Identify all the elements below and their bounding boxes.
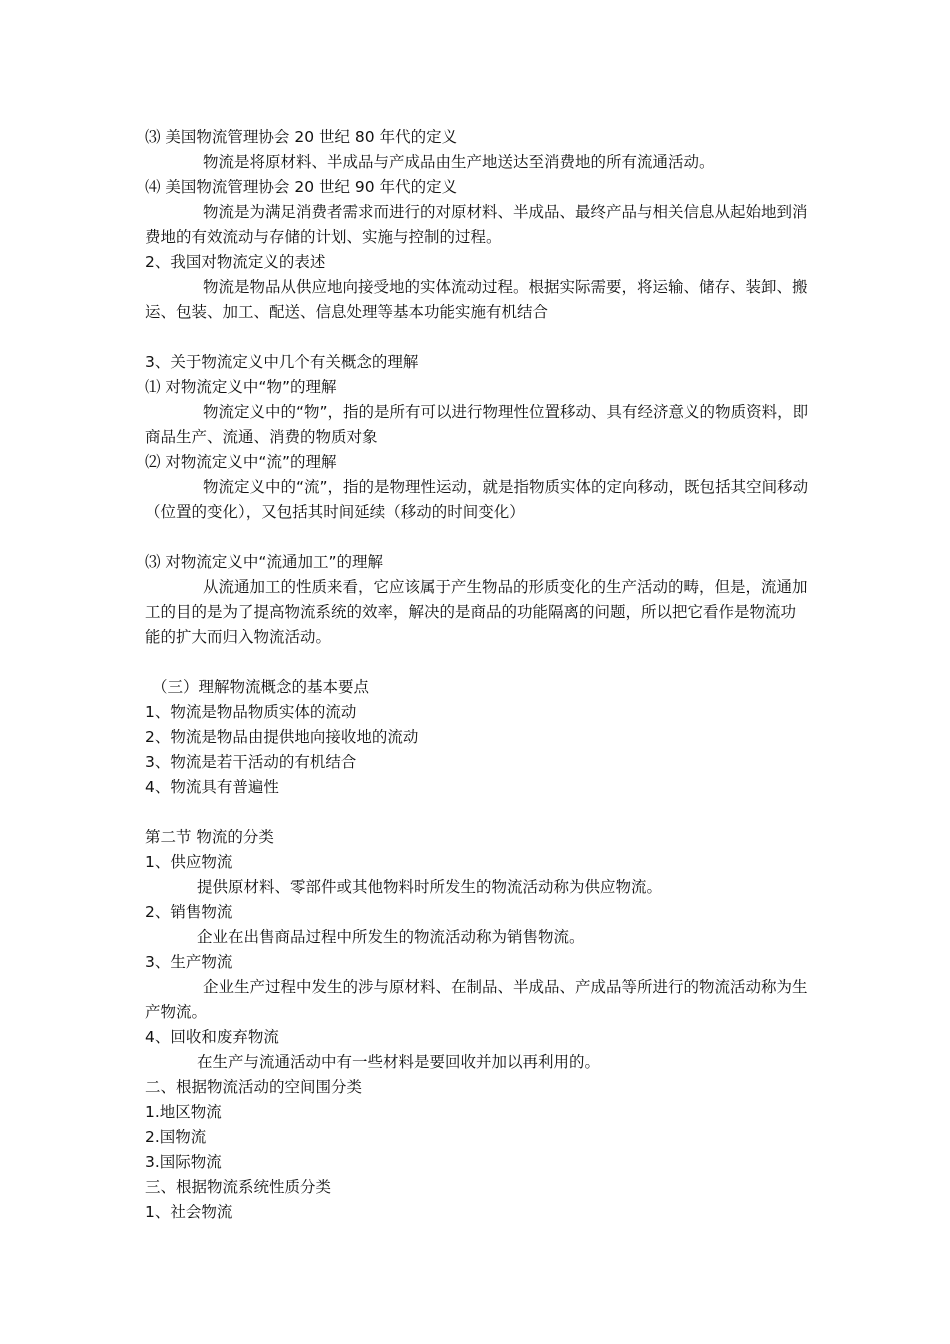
section-heading: 3、关于物流定义中几个有关概念的理解 xyxy=(145,353,419,371)
list-item: 2.国物流 xyxy=(145,1128,207,1146)
list-item: 1.地区物流 xyxy=(145,1103,222,1121)
blank-line xyxy=(145,525,810,550)
list-item: 2、销售物流 xyxy=(145,903,233,921)
list-item: 3、生产物流 xyxy=(145,953,233,971)
subsection-heading: ⑵ 对物流定义中“流”的理解 xyxy=(145,453,337,471)
list-item: 3.国际物流 xyxy=(145,1153,222,1171)
subsection-heading: ⑶ 对物流定义中“流通加工”的理解 xyxy=(145,553,383,571)
blank-line xyxy=(145,800,810,825)
list-item: 1、社会物流 xyxy=(145,1203,233,1221)
paragraph: 物流定义中的“物”，指的是所有可以进行物理性位置移动、具有经济意义的物质资料，即商品生产、流通、消费的物质对象 xyxy=(145,403,809,446)
section-heading: （三）理解物流概念的基本要点 xyxy=(152,678,370,696)
blank-line xyxy=(145,650,810,675)
paragraph: 从流通加工的性质来看，它应该属于产生物品的形质变化的生产活动的畴，但是，流通加工的目的是为了提高物流系统的效率，解决的是商品的功能隔离的问题，所以把它看作是物流功能的扩大而归入物流活动。 xyxy=(145,578,808,646)
section-heading: 三、根据物流系统性质分类 xyxy=(145,1178,332,1196)
list-item: 4、物流具有普遍性 xyxy=(145,778,279,796)
subsection-heading: ⑷ 美国物流管理协会 20 世纪 90 年代的定义 xyxy=(145,178,458,196)
paragraph: 企业在出售商品过程中所发生的物流活动称为销售物流。 xyxy=(197,928,585,946)
section-heading: 2、我国对物流定义的表述 xyxy=(145,253,326,271)
blank-line xyxy=(145,325,810,350)
section-heading: 二、根据物流活动的空间围分类 xyxy=(145,1078,363,1096)
subsection-heading: ⑶ 美国物流管理协会 20 世纪 80 年代的定义 xyxy=(145,128,458,146)
paragraph: 物流是将原材料、半成品与产成品由生产地送达至消费地的所有流通活动。 xyxy=(203,153,715,171)
paragraph: 物流是物品从供应地向接受地的实体流动过程。根据实际需要，将运输、储存、装卸、搬运、包装、加工、配送、信息处理等基本功能实施有机结合 xyxy=(145,278,808,321)
paragraph: 在生产与流通活动中有一些材料是要回收并加以再利用的。 xyxy=(197,1053,601,1071)
list-item: 1、物流是物品物质实体的流动 xyxy=(145,703,357,721)
list-item: 1、供应物流 xyxy=(145,853,233,871)
list-item: 4、回收和废弃物流 xyxy=(145,1028,279,1046)
paragraph: 物流是为满足消费者需求而进行的对原材料、半成品、最终产品与相关信息从起始地到消费地的有效流动与存储的计划、实施与控制的过程。 xyxy=(145,203,808,246)
paragraph: 物流定义中的“流”，指的是物理性运动，就是指物质实体的定向移动，既包括其空间移动（位置的变化），又包括其时间延续（移动的时间变化） xyxy=(145,478,809,521)
list-item: 3、物流是若干活动的有机结合 xyxy=(145,753,357,771)
list-item: 2、物流是物品由提供地向接收地的流动 xyxy=(145,728,419,746)
paragraph: 提供原材料、零部件或其他物料时所发生的物流活动称为供应物流。 xyxy=(197,878,663,896)
document-body xyxy=(145,125,810,1225)
chapter-heading: 第二节 物流的分类 xyxy=(145,828,274,846)
paragraph: 企业生产过程中发生的涉与原材料、在制品、半成品、产成品等所进行的物流活动称为生产物流。 xyxy=(145,978,808,1021)
subsection-heading: ⑴ 对物流定义中“物”的理解 xyxy=(145,378,337,396)
